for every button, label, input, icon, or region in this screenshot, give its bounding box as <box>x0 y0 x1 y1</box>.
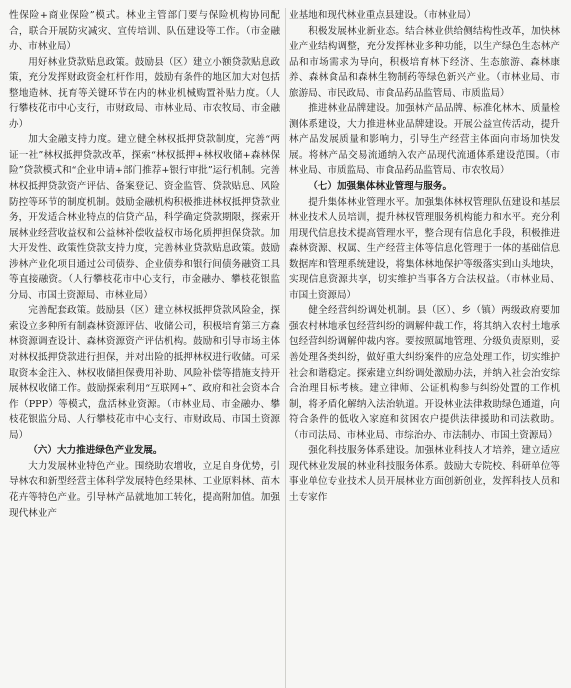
right-column <box>289 8 560 688</box>
paragraph: 完善配套政策。鼓励县（区）建立林权抵押贷款风险金，探索设立多种所有制森林资源评估、收储公司，积极培育第三方森林资源调查设计、森林资源资产评估机构。鼓励和引导市场主体对林权抵押贷款进行担保，并对出险的抵押林权进行收储。可采取资本金注入、林权收储担保费用补助、风险补偿等措施支持开展林权收储工作。鼓励探索利用“互联网+”、政府和社会资本合作（PPP）等模式，盘活林业资源。（市林业局、市金融办、攀枝花银监分局、人行攀枝花市中心支行、市财政局、市国土资源局） <box>9 305 280 441</box>
paragraph: 提升集体林业管理水平。加强集体林权管理队伍建设和基层林业技术人员培训，提升林权管理服务机构能力和水平。充分利用现代信息技术提高管理水平，整合现有信息化手段，积极推进森林资源、权属、生产经营主体等信息化管理于一体的基础信息数据库和管理系统建设，将集体林地保护等级落实到山头地块，实现信息资源共享，切实维护当事各方合法权益。（市林业局、市国土资源局） <box>289 196 560 301</box>
left-column <box>9 8 280 688</box>
paragraph: 推进林业品牌建设。加强林产品品牌、标准化林木、质量检测体系建设，大力推进林业品牌建设。开展公益宣传活动，提升林产品发展质量和影响力，引导生产经营主体面向市场加快发展。将林产品交易流通纳入农产品现代流通体系建设范围。（市林业局、市质监局、市食品药品监管局、市农牧局） <box>289 103 560 177</box>
section-heading: （七）加强集体林业管理与服务。 <box>308 181 453 193</box>
paragraph: 健全经营纠纷调处机制。县（区）、乡（镇）两级政府要加强农村林地承包经营纠纷的调解仲裁工作，将其纳入农村土地承包经营纠纷调解仲裁内容。要按照属地管理、分级负责原则，妥善处理各类纠纷，做好重大纠纷案件的应急处理工作，切实维护社会和谐稳定。探索建立纠纷调处激励办法，并纳入社会治安综合治理目标考核。建立律师、公证机构参与纠纷处置的工作机制，将矛盾化解纳入法治轨道。开设林业法律救助绿色通道，向符合条件的低收入家庭和贫困农户提供法律援助和司法救助。（市司法局、市林业局、市综治办、市法制办、市国土资源局） <box>289 305 560 441</box>
paragraph: 业基地和现代林业重点县建设。（市林业局） <box>289 10 477 21</box>
paragraph: 强化科技服务体系建设。加强林业科技人才培养，建立适应现代林业发展的林业科技服务体系。鼓励大专院校、科研单位等事业单位专业技术人员开展林业方面创新创业，发挥科技人员和土专家作 <box>289 445 560 503</box>
paragraph: 大力发展林业特色产业。围绕助农增收，立足自身优势，引导林农和新型经营主体科学发展特色经果林、工业原料林、苗木花卉等特色产业。引导林产品就地加工转化，提高附加值。加强现代林业产 <box>9 460 280 519</box>
column-divider <box>285 8 286 688</box>
paragraph: 用好林业贷款贴息政策。鼓励县（区）建立小额贷款贴息政策，充分发挥财政资金杠杆作用，鼓励有条件的地区加大对包括整地造林、抚育等关键环节在内的林业机械购置补贴力度。（人行攀枝花市中心支行，市财政局、市林业局、市农牧局、市金融办） <box>9 56 280 130</box>
paragraph: 积极发展林业新业态。结合林业供给侧结构性改革，加快林业产业结构调整，充分发挥林业多种功能，以生产绿色生态林产品和市场需求为导向，积极培育林下经济、生态旅游、森林康养、森林食品和森林生物制药等绿色新兴产业。（市林业局、市旅游局、市民政局、市食品药品监管局、市质监局） <box>289 25 560 99</box>
paragraph: 性保险+商业保险”模式。林业主管部门要与保险机构协同配合，联合开展防灾减灾、宣传培训、队伍建设等工作。（市金融办、市林业局） <box>9 10 280 53</box>
paragraph: 加大金融支持力度。建立健全林权抵押贷款制度，完善“两证一社”林权抵押贷款改革，探索“林权抵押+林权收储+森林保险”贷款模式和“企业申请+部门推荐+银行审批”运行机制。完善林权抵押贷款资产评估、备案登记、资金监管、贷款贴息、风险防控等环节的制度机制。鼓励金融机构积极推进林权抵押贷款业务，开发适合林业特点的信贷产品，科学确定贷款期限，探索开展林业经营收益权和公益林补偿收益权市场化质押担保贷款。加大开发性、政策性贷款支持力度，完善林业贷款贴息政策。鼓励涉林产业化项目通过公司债券、企业债券和银行间债务融资工具等直接融资。（人行攀枝花市中心支行，市金融办、攀枝花银监分局、市国土资源局、市林业局） <box>9 134 280 301</box>
section-heading: （六）大力推进绿色产业发展。 <box>28 445 163 457</box>
